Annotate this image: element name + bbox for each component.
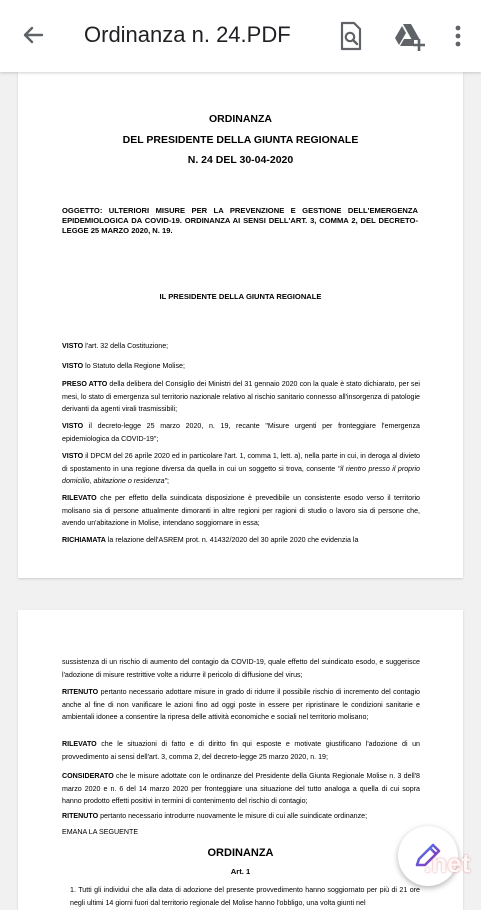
paragraph-visto-dpcm (62, 450, 420, 488)
paragraph-text: pertanto necessario introdurre nuovamente le misure di cui alle suindicate ordinanze; (98, 812, 368, 820)
document-title: Ordinanza n. 24.PDF (84, 22, 291, 47)
paragraph-lead: RITENUTO (62, 812, 99, 820)
paragraph-text: che le situazioni di fatto e di diritto fin qui esposte e motivate giustificano l'adozione di un provvedimento ai sensi dell'art. 3, comma 2, del decreto-legge 25 marzo 2020, n. 19; (62, 740, 420, 761)
pdf-page-1 (18, 72, 463, 578)
paragraph-lead: RITENUTO (62, 688, 99, 696)
paragraph-lead: VISTO (62, 452, 84, 460)
emana-line: EMANA LA SEGUENTE (62, 828, 139, 836)
paragraph-lead: RICHIAMATA (62, 536, 106, 544)
paragraph-lead: RILEVATO (62, 494, 97, 502)
watermark-logo: .net (424, 848, 471, 878)
paragraph-text: pertanto necessario adottare misure in grado di ridurre il possibile rischio di incremento del contagio anche al fine di non vanificare le azioni fino ad oggi poste in essere per ripristinare le condizioni sanitarie e ambientali idonee a consentire la ripresa delle attività economiche e sociali nel territorio molisano; (62, 688, 420, 721)
paragraph-text: che per effetto della suindicata disposizione è prevedibile un consistente esodo verso il territorio molisano sia di persone attualmente dimoranti in altre regioni per ragioni di studio o lavoro sia di persone che, avendo un'abitazione in Molise, intendano soggiornare in essa; (62, 494, 420, 527)
paragraph-text: la relazione dell'ASREM prot. n. 41432/2020 del 30 aprile 2020 che evidenzia la (105, 536, 359, 544)
paragraph-visto-costituzione (62, 340, 420, 353)
president-heading: IL PRESIDENTE DELLA GIUNTA REGIONALE (159, 292, 322, 301)
paragraph-lead: VISTO (62, 342, 84, 350)
paragraph-text: della delibera del Consiglio dei Ministri del 31 gennaio 2020 con la quale è stato dichiarato, per sei mesi, lo stato di emergenza sul territorio nazionale relativo al rischio sanitario connesso all'insorgenza di patologie derivanti da agenti virali trasmissibili; (62, 380, 420, 413)
paragraph-sussistenza (62, 656, 420, 681)
heading-ordinanza: ORDINANZA (209, 113, 272, 125)
paragraph-text: l'art. 32 della Costituzione; (83, 342, 169, 350)
paragraph-text: lo Statuto della Regione Molise; (83, 362, 185, 370)
add-to-drive-icon[interactable] (390, 18, 426, 54)
paragraph-lead: VISTO (62, 422, 84, 430)
paragraph-ritenuto-1 (62, 686, 420, 724)
paragraph-preso-atto (62, 378, 420, 416)
subject-paragraph: OGGETTO: ULTERIORI MISURE PER LA PREVENZIONE E GESTIONE DELL'EMERGENZA EPIDEMIOLOGICA DA COVID-19. ORDINANZA AI SENSI DELL'ART. 3, COMMA 2, DEL DECRETO-LEGGE 25 MARZO 2020, N. 19. (62, 206, 418, 235)
paragraph-text: che le misure adottate con le ordinanze del Presidente della Giunta Regionale Molise n. 3 dell'8 marzo 2020 e n. 6 del 14 marzo 2020 per fronteggiare una situazione del tutto analoga a quella di cui sopra hanno prodotto effetti positivi in termini di contenimento del rischio di contagio; (62, 772, 420, 805)
paragraph-lead: RILEVATO (62, 740, 97, 748)
paragraph-richiamata (62, 534, 420, 547)
paragraph-lead: CONSIDERATO (62, 772, 114, 780)
heading-presidente: DEL PRESIDENTE DELLA GIUNTA REGIONALE (122, 134, 359, 146)
paragraph-text: il DPCM del 26 aprile 2020 ed in particolare l'art. 1, comma 1, lett. a), nella parte in cui, in deroga al divieto di spostamento in una regione diversa da quella in cui un soggetto si trova, consente (62, 452, 420, 473)
search-document-icon[interactable] (332, 18, 368, 54)
heading-number-date: N. 24 DEL 30-04-2020 (187, 154, 294, 166)
paragraph-italic: "il rientro presso il proprio domicilio, abitazione o residenza" (62, 464, 421, 485)
arrow-back-icon[interactable] (14, 18, 50, 54)
paragraph-text: sussistenza di un rischio di aumento del contagio da COVID-19, quale effetto del suindicato esodo, e suggerisce l'adozione di misure restrittive volte a ridurre il pericolo di diffusione del virus; (62, 658, 420, 679)
paragraph-lead: VISTO (62, 362, 84, 370)
paragraph-rilevato-2 (62, 738, 420, 763)
paragraph-considerato (62, 770, 420, 808)
paragraph-visto-statuto (62, 360, 420, 373)
article-heading: Art. 1 (230, 867, 251, 876)
paragraph-rilevato (62, 492, 420, 530)
paragraph-lead: PRESO ATTO (62, 380, 108, 388)
paragraph-text: il decreto-legge 25 marzo 2020, n. 19, recante "Misure urgenti per fronteggiare l'emergenza epidemiologica da COVID-19"; (62, 422, 420, 443)
paragraph-ritenuto-2 (62, 810, 420, 823)
pdf-page-2 (18, 610, 463, 910)
ordinanza-heading: ORDINANZA (207, 847, 274, 859)
more-vert-icon[interactable] (440, 18, 476, 54)
paragraph-visto-decreto (62, 420, 420, 445)
article-item-1: 1. Tutti gli individui che alla data di adozione del presente provvedimento hanno soggiornato per più di 21 ore negli ultimi 14 giorni fuori dal territorio regionale del Molise hanno l'obbligo, una volta giunti nel (70, 886, 420, 907)
paragraph-tail: ; (167, 477, 170, 485)
app-bar (0, 0, 481, 72)
